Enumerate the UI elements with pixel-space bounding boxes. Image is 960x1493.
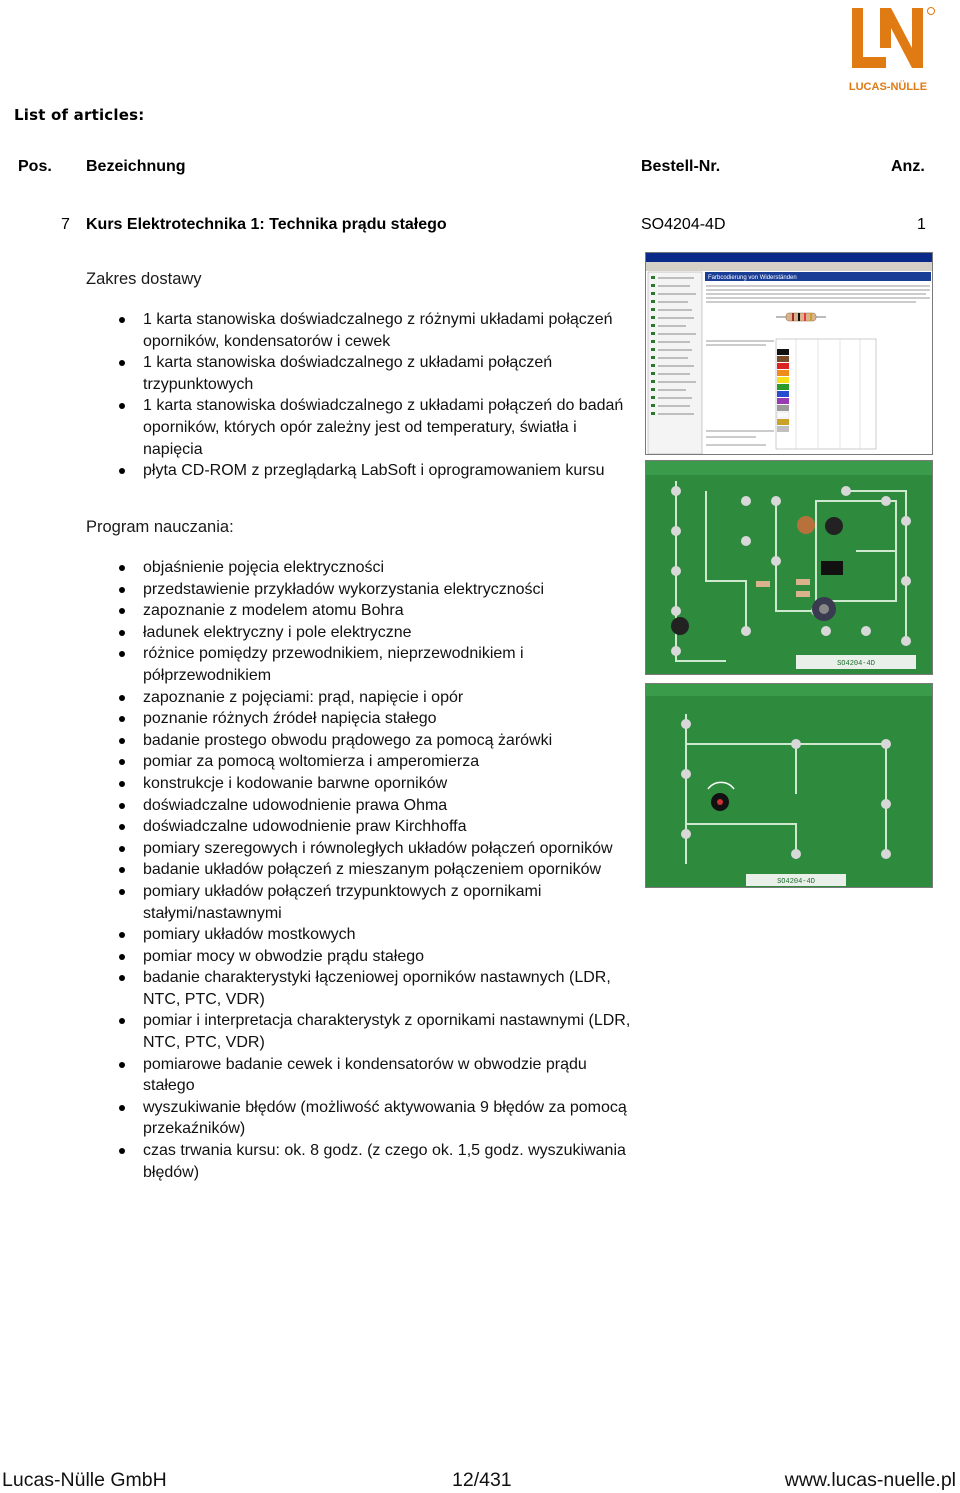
list-item: doświadczalne udowodnienie praw Kirchhoffa: [143, 816, 633, 838]
footer-url[interactable]: www.lucas-nuelle.pl: [784, 1469, 956, 1491]
article-anz: 1: [917, 216, 926, 233]
circuit-board-image: [645, 460, 933, 675]
list-item: pomiar za pomocą woltomierza i amperomierza: [143, 751, 633, 773]
program-list: [143, 557, 633, 1183]
company-logo: [842, 2, 938, 96]
header-bezeichnung: Bezeichnung: [86, 158, 186, 175]
list-item: pomiary układów mostkowych: [143, 924, 633, 946]
list-item: badanie charakterystyki łączeniowej oporników nastawnych (LDR, NTC, PTC, VDR): [143, 967, 633, 1010]
list-item: pomiary układów połączeń trzypunktowych z opornikami stałymi/nastawnymi: [143, 881, 633, 924]
list-item: wyszukiwanie błędów (możliwość aktywowania 9 błędów za pomocą przekaźników): [143, 1097, 633, 1140]
pcb1-label: SO4204-4D: [837, 660, 875, 668]
list-item: 1 karta stanowiska doświadczalnego z układami połączeń do badań oporników, których opór zależny jest od temperatury, światła i napięcia: [143, 395, 633, 460]
scope-list: [143, 309, 633, 482]
list-item: pomiar i interpretacja charakterystyk z opornikami nastawnymi (LDR, NTC, PTC, VDR): [143, 1010, 633, 1053]
list-item: płyta CD-ROM z przeglądarką LabSoft i oprogramowaniem kursu: [143, 460, 633, 482]
article-pos: 7: [61, 216, 70, 233]
footer-company: Lucas-Nülle GmbH: [2, 1469, 167, 1491]
list-item: konstrukcje i kodowanie barwne oporników: [143, 773, 633, 795]
logo-text: LUCAS-NÜLLE: [848, 81, 928, 93]
lucas-nuelle-logo-icon: [842, 2, 938, 96]
list-item: pomiar mocy w obwodzie prądu stałego: [143, 946, 633, 968]
list-item: przedstawienie przykładów wykorzystania elektryczności: [143, 579, 633, 601]
list-item: różnice pomiędzy przewodnikiem, nieprzewodnikiem i półprzewodnikiem: [143, 643, 633, 686]
list-item: zapoznanie z modelem atomu Bohra: [143, 600, 633, 622]
list-item: 1 karta stanowiska doświadczalnego z różnymi układami połączeń oporników, kondensatorów i cewek: [143, 309, 633, 352]
list-item: czas trwania kursu: ok. 8 godz. (z czego ok. 1,5 godz. wyszukiwania błędów): [143, 1140, 633, 1183]
list-item: pomiarowe badanie cewek i kondensatorów w obwodzie prądu stałego: [143, 1054, 633, 1097]
list-item: poznanie różnych źródeł napięcia stałego: [143, 708, 633, 730]
software-screenshot-image: [645, 252, 933, 455]
header-bestell-nr: Bestell-Nr.: [641, 158, 721, 175]
list-title: List of articles:: [14, 106, 145, 124]
footer-page-number: 12/431: [452, 1469, 512, 1491]
list-item: zapoznanie z pojęciami: prąd, napięcie i opór: [143, 687, 633, 709]
list-item: pomiary szeregowych i równoległych układów połączeń oporników: [143, 838, 633, 860]
list-item: doświadczalne udowodnienie prawa Ohma: [143, 795, 633, 817]
list-item: 1 karta stanowiska doświadczalnego z układami połączeń trzypunktowych: [143, 352, 633, 395]
program-section-title: Program nauczania:: [86, 518, 234, 536]
article-bestell-nr: SO4204-4D: [641, 216, 726, 233]
list-item: badanie prostego obwodu prądowego za pomocą żarówki: [143, 730, 633, 752]
screenshot-heading: Farbcodierung von Widerständen: [708, 275, 797, 281]
scope-section-title: Zakres dostawy: [86, 270, 202, 288]
list-item: ładunek elektryczny i pole elektryczne: [143, 622, 633, 644]
circuit-board-image: [645, 683, 933, 888]
list-item: objaśnienie pojęcia elektryczności: [143, 557, 633, 579]
header-pos: Pos.: [18, 158, 52, 175]
pcb2-label: SO4204-4D: [777, 878, 815, 886]
header-anz: Anz.: [891, 158, 925, 175]
list-item: badanie układów połączeń z mieszanym połączeniem oporników: [143, 859, 633, 881]
article-name: Kurs Elektrotechnika 1: Technika prądu stałego: [86, 216, 447, 233]
